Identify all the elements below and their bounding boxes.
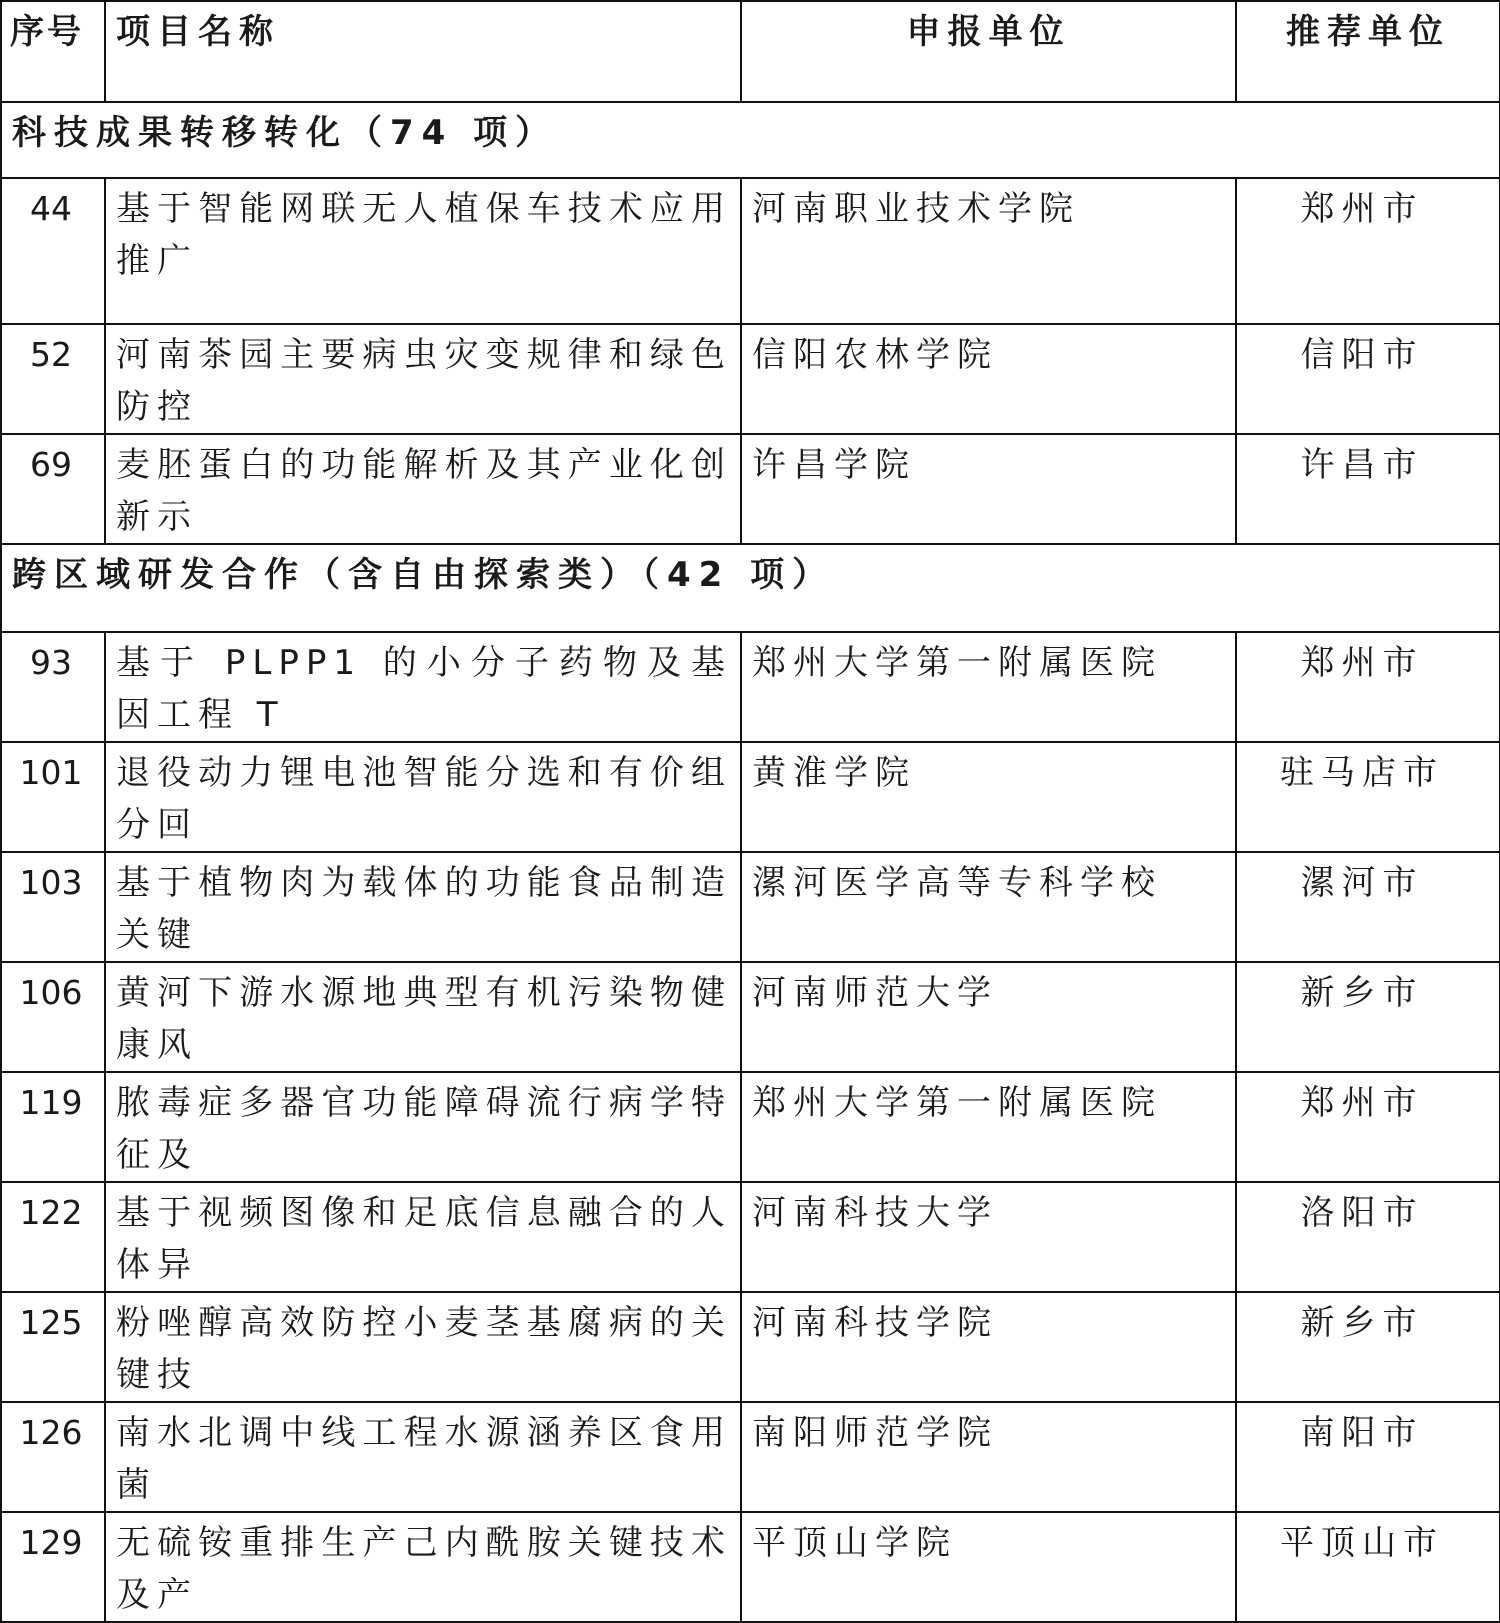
row-name: 基于植物肉为载体的功能食品制造关键 [105,852,741,962]
table-row [1,1072,1500,1182]
row-num: 103 [1,852,105,962]
row-city: 许昌市 [1236,434,1500,544]
row-num: 122 [1,1182,105,1292]
row-unit: 漯河医学高等专科学校 [741,852,1236,962]
row-city: 平顶山市 [1236,1512,1500,1622]
table-row [1,742,1500,852]
row-num: 52 [1,324,105,434]
table-row [1,852,1500,962]
table-row [1,962,1500,1072]
row-unit: 郑州大学第一附属医院 [741,1072,1236,1182]
row-name: 基于智能网联无人植保车技术应用推广 [105,178,741,324]
table-row [1,1292,1500,1402]
row-city: 驻马店市 [1236,742,1500,852]
row-city: 新乡市 [1236,1292,1500,1402]
row-num: 129 [1,1512,105,1622]
table-row [1,1512,1500,1622]
row-unit: 河南科技大学 [741,1182,1236,1292]
row-city: 漯河市 [1236,852,1500,962]
row-name: 麦胚蛋白的功能解析及其产业化创新示 [105,434,741,544]
section-row [1,544,1500,632]
row-city: 洛阳市 [1236,1182,1500,1292]
section-title: 科技成果转移转化（74 项） [1,102,1500,178]
row-city: 郑州市 [1236,178,1500,324]
header-name: 项目名称 [105,1,741,102]
row-num: 93 [1,632,105,742]
header-recommender: 推荐单位 [1236,1,1500,102]
row-unit: 黄淮学院 [741,742,1236,852]
row-num: 106 [1,962,105,1072]
table-row [1,434,1500,544]
row-city: 新乡市 [1236,962,1500,1072]
row-num: 44 [1,178,105,324]
header-row [1,1,1500,102]
row-name: 河南茶园主要病虫灾变规律和绿色防控 [105,324,741,434]
row-city: 郑州市 [1236,1072,1500,1182]
table-row [1,1402,1500,1512]
row-unit: 河南师范大学 [741,962,1236,1072]
row-name: 无硫铵重排生产己内酰胺关键技术及产 [105,1512,741,1622]
row-name: 基于 PLPP1 的小分子药物及基因工程 T [105,632,741,742]
row-unit: 河南科技学院 [741,1292,1236,1402]
section-row [1,102,1500,178]
table-row [1,1182,1500,1292]
row-unit: 许昌学院 [741,434,1236,544]
row-unit: 南阳师范学院 [741,1402,1236,1512]
row-num: 69 [1,434,105,544]
header-unit: 申报单位 [741,1,1236,102]
row-num: 125 [1,1292,105,1402]
row-name: 黄河下游水源地典型有机污染物健康风 [105,962,741,1072]
row-num: 101 [1,742,105,852]
row-city: 信阳市 [1236,324,1500,434]
row-name: 脓毒症多器官功能障碍流行病学特征及 [105,1072,741,1182]
table-row [1,178,1500,324]
row-unit: 平顶山学院 [741,1512,1236,1622]
header-num: 序号 [1,1,105,102]
row-city: 郑州市 [1236,632,1500,742]
row-unit: 河南职业技术学院 [741,178,1236,324]
row-unit: 郑州大学第一附属医院 [741,632,1236,742]
table-row [1,324,1500,434]
row-name: 基于视频图像和足底信息融合的人体异 [105,1182,741,1292]
row-unit: 信阳农林学院 [741,324,1236,434]
section-title: 跨区域研发合作（含自由探索类）（42 项） [1,544,1500,632]
table-row [1,632,1500,742]
row-num: 126 [1,1402,105,1512]
row-name: 南水北调中线工程水源涵养区食用菌 [105,1402,741,1512]
row-city: 南阳市 [1236,1402,1500,1512]
row-num: 119 [1,1072,105,1182]
row-name: 粉唑醇高效防控小麦茎基腐病的关键技 [105,1292,741,1402]
row-name: 退役动力锂电池智能分选和有价组分回 [105,742,741,852]
